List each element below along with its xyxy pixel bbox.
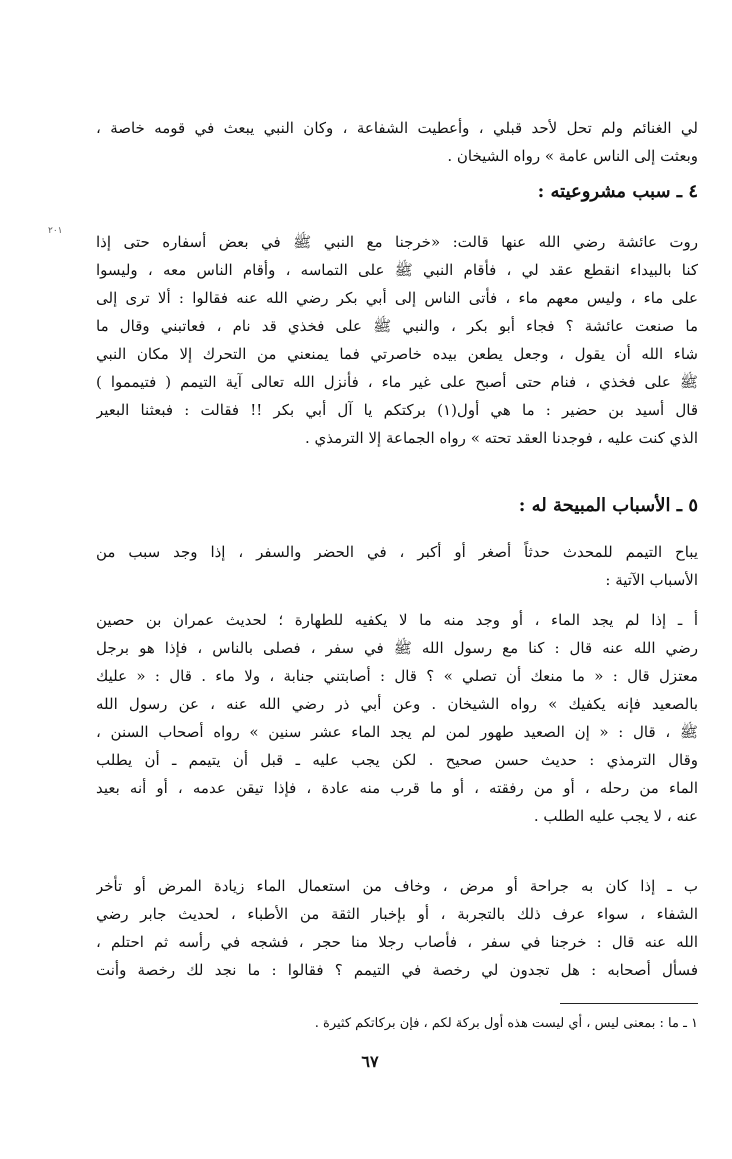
text-line: يباح التيمم للمحدث حدثاً أصغر أو أكبر ، في الحضر والسفر ، إذا وجد سبب من bbox=[96, 543, 698, 561]
text-line: معتزل قال : « ما منعك أن تصلي » ؟ قال : أصابتني جنابة ، ولا ماء . قال : « عليك bbox=[96, 667, 698, 685]
intro-paragraph bbox=[96, 114, 698, 170]
margin-mark: ٢٠١ bbox=[48, 226, 63, 236]
text-line: على ماء ، وليس معهم ماء ، فأتى الناس إلى أبي بكر رضي الله عنه فقالوا : ألا ترى إلى bbox=[96, 289, 698, 307]
text-line: شاء الله أن يقول ، وجعل يطعن بيده خاصرتي فما يمنعني من التحرك إلا مكان النبي bbox=[96, 345, 698, 363]
text-line: ﷺ ، قال : « إن الصعيد طهور لمن لم يجد الماء عشر سنين » رواه أصحاب السنن ، bbox=[96, 723, 698, 741]
text-line: فسأل أصحابه : هل تجدون لي رخصة في التيمم ؟ فقالوا : ما نجد لك رخصة وأنت bbox=[96, 961, 698, 979]
text-line: كنا بالبيداء انقطع عقد لي ، فأقام النبي ﷺ على التماسه ، وأقام الناس معه ، وليسوا bbox=[96, 261, 698, 279]
text-line: الأسباب الآتية : bbox=[605, 571, 698, 589]
footnote-divider bbox=[560, 1003, 698, 1004]
section-4-paragraph bbox=[96, 228, 698, 452]
text-line: الله عنه قال : خرجنا في سفر ، فأصاب رجلا منا حجر ، فشجه في رأسه ثم احتلم ، bbox=[96, 933, 698, 951]
text-line: ب ـ إذا كان به جراحة أو مرض ، وخاف من استعمال الماء زيادة المرض أو تأخر bbox=[96, 877, 698, 895]
text-line: رضي الله عنه قال : كنا مع رسول الله ﷺ في سفر ، فصلى بالناس ، فإذا هو برجل bbox=[96, 639, 698, 657]
section-heading-4 bbox=[96, 178, 698, 206]
text-line: عنه ، لا يجب عليه الطلب . bbox=[533, 807, 698, 825]
item-b-paragraph bbox=[96, 872, 698, 984]
text-line: الشفاء ، سواء عرف ذلك بالتجربة ، أو بإخبار الثقة من الأطباء ، لحديث جابر رضي bbox=[96, 905, 698, 923]
item-a-paragraph bbox=[96, 606, 698, 830]
text-line: لي الغنائم ولم تحل لأحد قبلي ، وأعطيت الشفاعة ، وكان النبي يبعث في قومه خاصة ، bbox=[96, 119, 698, 137]
heading-text: ٤ ـ سبب مشروعيته : bbox=[537, 181, 698, 202]
text-line: وقال الترمذي : حديث حسن صحيح . لكن يجب عليه ـ قبل أن يتيمم ـ أن يطلب bbox=[96, 751, 698, 769]
text-line: وبعثت إلى الناس عامة » رواه الشيخان . bbox=[447, 147, 698, 165]
footnote: ١ ـ ما : بمعنى ليس ، أي ليست هذه أول بركة لكم ، فإن بركاتكم كثيرة . bbox=[314, 1016, 698, 1031]
text-line: روت عائشة رضي الله عنها قالت: «خرجنا مع النبي ﷺ في بعض أسفاره حتى إذا bbox=[96, 233, 698, 251]
text-line: الذي كنت عليه ، فوجدنا العقد تحته » رواه الجماعة إلا الترمذي . bbox=[305, 429, 698, 447]
section-5-paragraph bbox=[96, 538, 698, 594]
text-line: ما صنعت عائشة ؟ فجاء أبو بكر ، والنبي ﷺ على فخذي قد نام ، فعاتبني وقال ما bbox=[96, 317, 698, 335]
text-line: قال أسيد بن حضير : ما هي أول(١) بركتكم يا آل أبي بكر !! فقالت : فبعثنا البعير bbox=[96, 401, 698, 419]
page-number: ٦٧ bbox=[361, 1052, 379, 1071]
heading-text: ٥ ـ الأسباب المبيحة له : bbox=[518, 495, 698, 516]
text-line: أ ـ إذا لم يجد الماء ، أو وجد منه ما لا يكفيه للطهارة ؛ لحديث عمران بن حصين bbox=[96, 611, 698, 629]
text-line: ﷺ على فخذي ، فنام حتى أصبح على غير ماء ، فأنزل الله تعالى آية التيمم ( فتيمموا ) bbox=[96, 373, 698, 391]
text-line: الماء من رحله ، أو من رفقته ، أو ما قرب منه عادة ، فإذا تيقن عدمه ، أو أنه بعيد bbox=[96, 779, 698, 797]
section-heading-5 bbox=[96, 492, 698, 520]
text-line: بالصعيد فإنه يكفيك » رواه الشيخان . وعن أبي ذر رضي الله عنه ، عن رسول الله bbox=[96, 695, 698, 713]
